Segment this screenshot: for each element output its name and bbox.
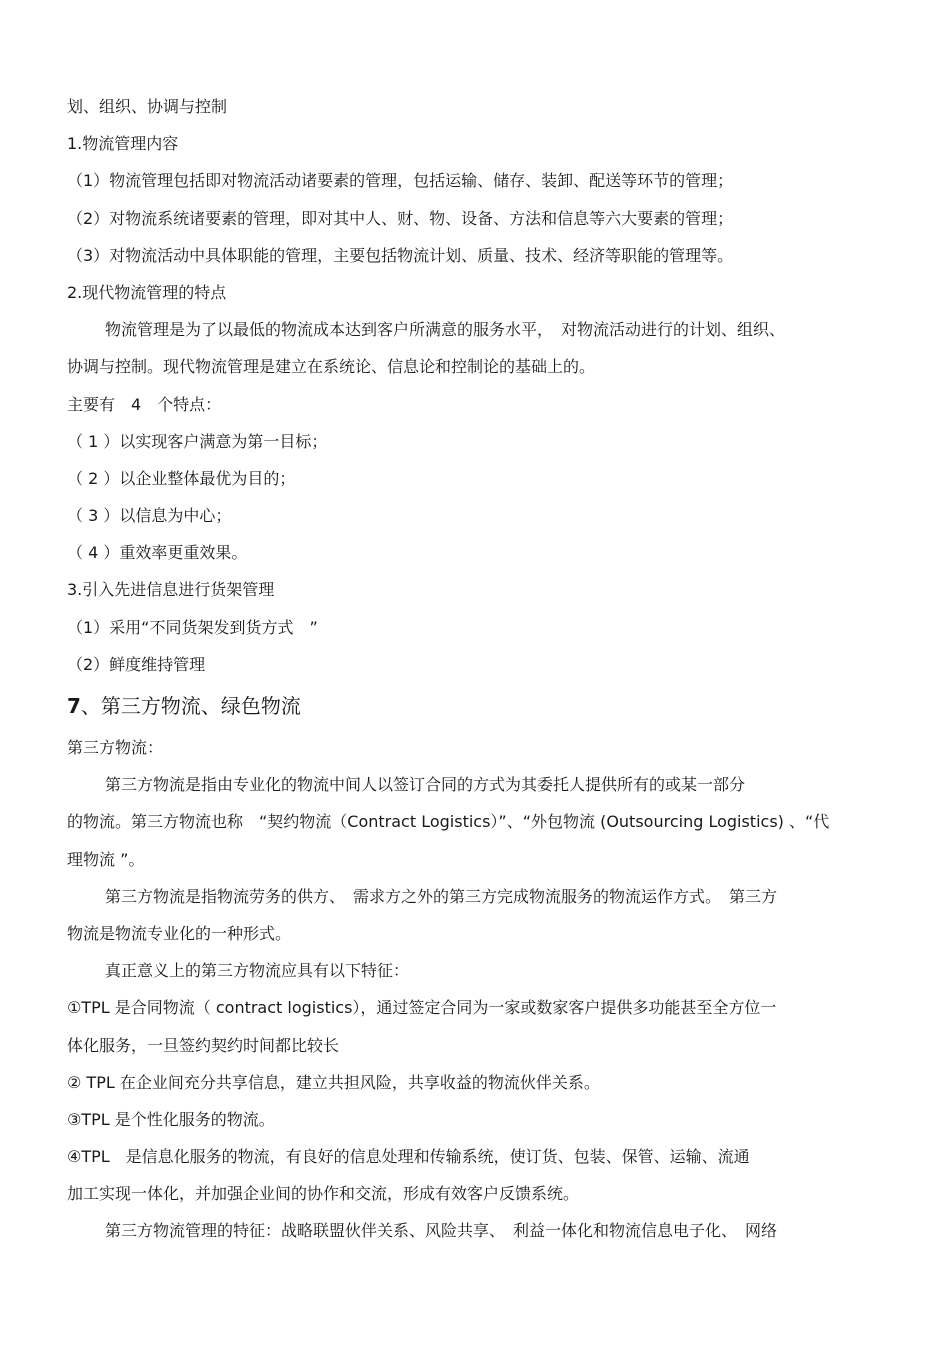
list-item: （1）物流管理包括即对物流活动诸要素的管理，包括运输、储存、装卸、配送等环节的管理；	[67, 171, 734, 191]
list-item: 体化服务，一旦签约契约时间都比较长	[67, 1035, 340, 1055]
list-item: （ 1 ）以实现客户满意为第一目标；	[67, 431, 328, 451]
text-line: 第三方物流：	[67, 738, 164, 757]
paragraph-line: 物流管理是为了以最低的物流成本达到客户所满意的服务水平， 对物流活动进行的计划、组织、	[105, 320, 786, 340]
list-item: （ 4 ）重效率更重效果。	[67, 543, 248, 563]
list-item: ② TPL 在企业间充分共享信息，建立共担风险，共享收益的物流伙伴关系。	[67, 1072, 600, 1092]
list-item: （2）鲜度维持管理	[67, 654, 206, 674]
section-7-number: 7	[67, 694, 81, 718]
paragraph-line: 协调与控制。现代物流管理是建立在系统论、信息论和控制论的基础上的。	[67, 357, 596, 377]
list-item: 加工实现一体化，并加强企业间的协作和交流，形成有效客户反馈系统。	[67, 1184, 580, 1204]
section-heading-3: 3.引入先进信息进行货架管理	[67, 580, 275, 600]
list-item: （3）对物流活动中具体职能的管理，主要包括物流计划、质量、技术、经济等职能的管理等。	[67, 245, 734, 265]
paragraph-line: 第三方物流是指由专业化的物流中间人以签订合同的方式为其委托人提供所有的或某一部分	[105, 775, 746, 795]
list-item: （ 3 ）以信息为中心；	[67, 506, 232, 526]
text-line: 主要有 4 个特点：	[67, 394, 222, 414]
list-item: （2）对物流系统诸要素的管理，即对其中人、财、物、设备、方法和信息等六大要素的管理；	[67, 208, 734, 228]
paragraph-line: 真正意义上的第三方物流应具有以下特征：	[105, 961, 410, 981]
section-heading-1: 1.物流管理内容	[67, 134, 179, 154]
section-7-heading	[67, 683, 885, 729]
list-item: ④TPL 是信息化服务的物流，有良好的信息处理和传输系统，使订货、包装、保管、运输、流通	[67, 1147, 750, 1167]
paragraph-line: 第三方物流是指物流劳务的供方、 需求方之外的第三方完成物流服务的物流运作方式。 第三方	[105, 886, 778, 906]
list-item: ③TPL 是个性化服务的物流。	[67, 1109, 275, 1129]
paragraph-line: 理物流 ”。	[67, 849, 145, 869]
list-item: （1）采用“不同货架发到货方式 ”	[67, 617, 318, 637]
list-item: ①TPL 是合同物流（ contract logistics），通过签定合同为一家或数家客户提供多功能甚至全方位一	[67, 998, 777, 1018]
paragraph-line: 第三方物流管理的特征：战略联盟伙伴关系、风险共享、 利益一体化和物流信息电子化、 网络	[105, 1221, 778, 1241]
list-item: （ 2 ）以企业整体最优为目的；	[67, 468, 296, 488]
section-7-title: 、第三方物流、绿色物流	[80, 694, 301, 718]
paragraph-line: 物流是物流专业化的一种形式。	[67, 923, 292, 943]
document-page	[67, 88, 885, 1250]
text-line: 划、组织、协调与控制	[67, 97, 228, 116]
paragraph-line: 的物流。第三方物流也称 “契约物流（Contract Logistics）”、“外包物流 (Outsourcing Logistics) 、“代	[67, 812, 830, 832]
section-heading-2: 2.现代物流管理的特点	[67, 282, 227, 302]
